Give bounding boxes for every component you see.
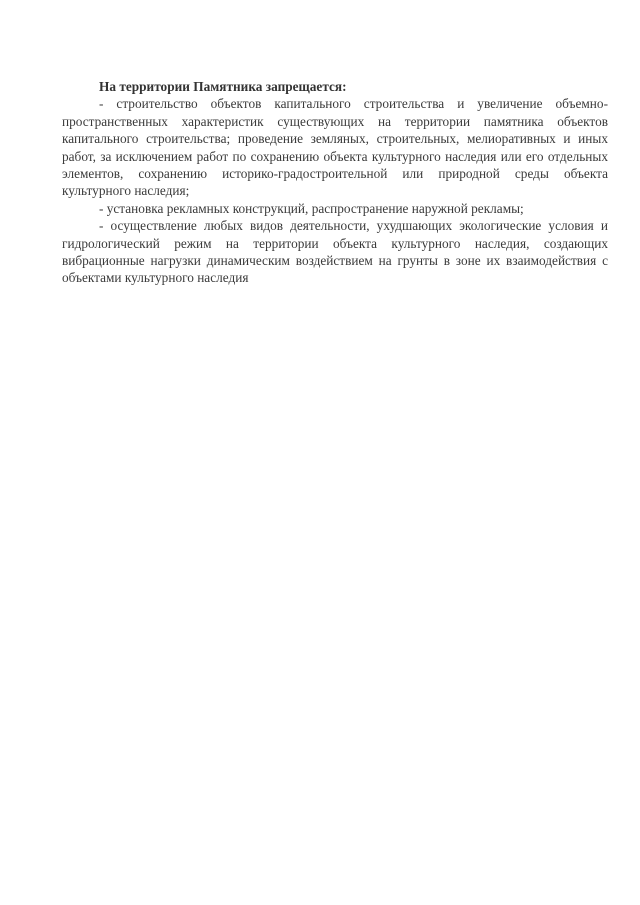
document-body [62,78,608,287]
restriction-item-construction: - строительство объектов капитального строительства и увеличение объемно-пространственных характеристик существующих на территории памятника объектов капитального строительства; проведение земляных, строительных, мелиоративных и иных работ, за исключением работ по сохранению объекта культурного наследия или его отдельных элементов, сохранению историко-градостроительной или природной среды объекта культурного наследия; [62,96,608,199]
restriction-item-activities: - осуществление любых видов деятельности, ухудшающих экологические условия и гидрологический режим на территории объекта культурного наследия, создающих вибрационные нагрузки динамическим воздействием на грунты в зоне их взаимодействия с объектами культурного наследия [62,218,608,286]
restriction-item-advertising: - установка рекламных конструкций, распространение наружной рекламы; [99,200,524,216]
section-heading: На территории Памятника запрещается: [99,79,347,94]
